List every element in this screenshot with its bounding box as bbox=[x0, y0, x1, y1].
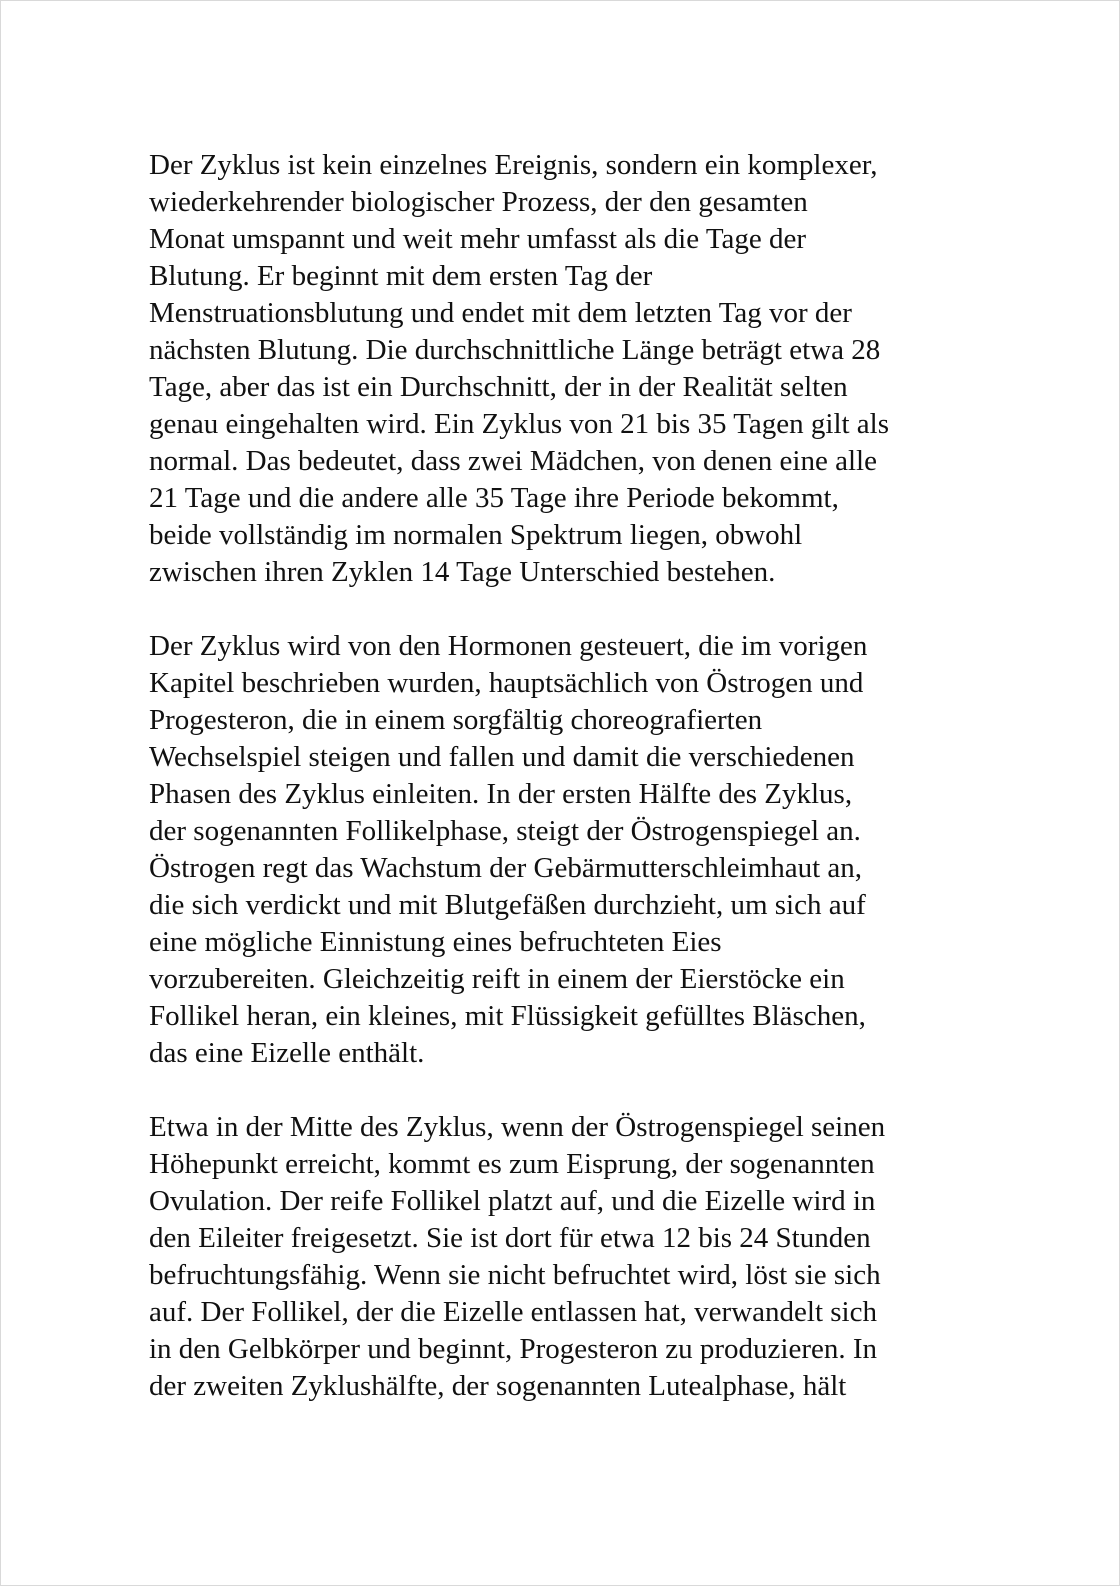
text-line: das eine Eizelle enthält. bbox=[149, 1037, 425, 1069]
text-line: Follikel heran, ein kleines, mit Flüssigkeit gefülltes Bläschen, bbox=[149, 1000, 866, 1032]
text-line: Östrogen regt das Wachstum der Gebärmutterschleimhaut an, bbox=[149, 852, 863, 884]
text-line: Phasen des Zyklus einleiten. In der ersten Hälfte des Zyklus, bbox=[149, 778, 853, 810]
text-line: Etwa in der Mitte des Zyklus, wenn der Östrogenspiegel seinen bbox=[149, 1111, 886, 1143]
document-body bbox=[149, 147, 979, 1405]
text-line: Der Zyklus wird von den Hormonen gesteuert, die im vorigen bbox=[149, 630, 868, 662]
text-line: vorzubereiten. Gleichzeitig reift in einem der Eierstöcke ein bbox=[149, 963, 845, 995]
text-line: die sich verdickt und mit Blutgefäßen durchzieht, um sich auf bbox=[149, 889, 866, 921]
text-line: eine mögliche Einnistung eines befruchteten Eies bbox=[149, 926, 722, 958]
text-line: genau eingehalten wird. Ein Zyklus von 21 bis 35 Tagen gilt als bbox=[149, 408, 890, 440]
text-line: den Eileiter freigesetzt. Sie ist dort für etwa 12 bis 24 Stunden bbox=[149, 1222, 871, 1254]
paragraph-2 bbox=[149, 628, 979, 1072]
text-line: Wechselspiel steigen und fallen und damit die verschiedenen bbox=[149, 741, 855, 773]
text-line: Monat umspannt und weit mehr umfasst als die Tage der bbox=[149, 223, 807, 255]
text-line: Kapitel beschrieben wurden, hauptsächlich von Östrogen und bbox=[149, 667, 864, 699]
text-line: Progesteron, die in einem sorgfältig choreografierten bbox=[149, 704, 763, 736]
text-line: normal. Das bedeutet, dass zwei Mädchen, von denen eine alle bbox=[149, 445, 877, 477]
paragraph-spacer bbox=[149, 1072, 979, 1109]
text-line: 21 Tage und die andere alle 35 Tage ihre Periode bekommt, bbox=[149, 482, 839, 514]
text-line: zwischen ihren Zyklen 14 Tage Unterschied bestehen. bbox=[149, 556, 776, 588]
paragraph-1 bbox=[149, 147, 979, 591]
text-line: wiederkehrender biologischer Prozess, der den gesamten bbox=[149, 186, 808, 218]
text-line: beide vollständig im normalen Spektrum liegen, obwohl bbox=[149, 519, 803, 551]
text-line: Höhepunkt erreicht, kommt es zum Eisprung, der sogenannten bbox=[149, 1148, 875, 1180]
text-line: der zweiten Zyklushälfte, der sogenannten Lutealphase, hält bbox=[149, 1370, 847, 1402]
paragraph-3 bbox=[149, 1109, 979, 1405]
text-line: Menstruationsblutung und endet mit dem letzten Tag vor der bbox=[149, 297, 852, 329]
text-line: nächsten Blutung. Die durchschnittliche Länge beträgt etwa 28 bbox=[149, 334, 881, 366]
text-line: Tage, aber das ist ein Durchschnitt, der in der Realität selten bbox=[149, 371, 848, 403]
paragraph-spacer bbox=[149, 591, 979, 628]
text-line: Der Zyklus ist kein einzelnes Ereignis, sondern ein komplexer, bbox=[149, 149, 878, 181]
text-line: in den Gelbkörper und beginnt, Progesteron zu produzieren. In bbox=[149, 1333, 878, 1365]
text-line: Ovulation. Der reife Follikel platzt auf, und die Eizelle wird in bbox=[149, 1185, 876, 1217]
text-line: Blutung. Er beginnt mit dem ersten Tag der bbox=[149, 260, 653, 292]
text-line: auf. Der Follikel, der die Eizelle entlassen hat, verwandelt sich bbox=[149, 1296, 877, 1328]
text-line: befruchtungsfähig. Wenn sie nicht befruchtet wird, löst sie sich bbox=[149, 1259, 881, 1291]
text-line: der sogenannten Follikelphase, steigt der Östrogenspiegel an. bbox=[149, 815, 861, 847]
